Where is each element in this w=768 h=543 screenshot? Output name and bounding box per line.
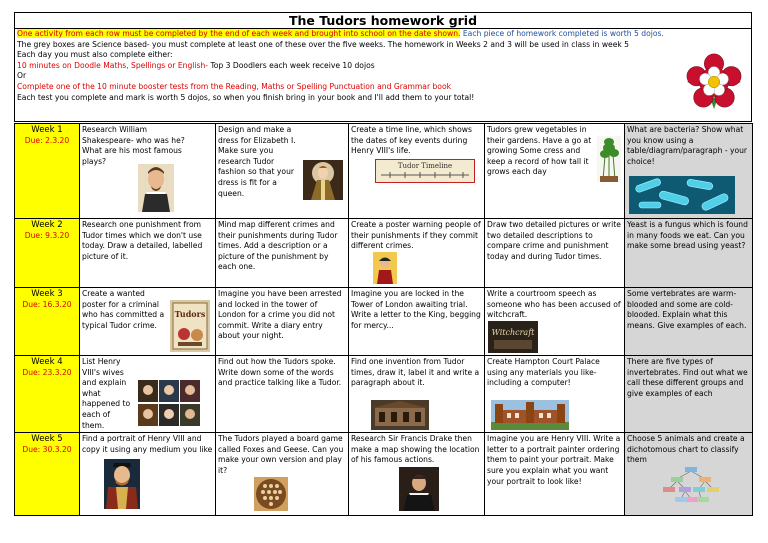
task-cell [485,356,625,433]
task-text: Draw two detailed pictures or write two detailed descriptions to compare crime and punishment today and during Tudor times. [487,220,621,261]
tudor-timeline-image [375,159,475,183]
task-cell [349,219,485,288]
due-date: Due: 30.3.20 [22,445,72,455]
task-cell [485,219,625,288]
week-cell [15,356,80,433]
science-task-cell [625,219,753,288]
shakespeare-portrait-icon [138,164,174,212]
task-cell [216,433,349,516]
due-date: Due: 9.3.20 [24,231,70,240]
science-task-cell [625,433,753,516]
timeline-label: Tudor Timeline [397,162,453,170]
task-text: Create a time line, which shows the dates of key events during Henry VIII's life. [351,125,472,156]
page-title: The Tudors homework grid [15,13,751,29]
task-cell [349,288,485,356]
week-row [15,288,753,356]
henry-viii-portrait-image [104,459,140,509]
week-label: Week 5 [31,434,63,445]
task-cell [80,356,216,433]
science-task-text: Choose 5 animals and create a dichotomous chart to classify them [627,434,745,465]
week-row [15,433,753,516]
science-task-cell [625,124,753,219]
tudor-poster-icon [373,252,397,284]
instruction-doodle-reward: Top 3 Doodlers each week receive 10 dojos [210,60,375,70]
week-label: Week 2 [31,220,63,230]
bacteria-image [629,176,735,214]
week-label: Week 4 [31,357,63,367]
week-row [15,219,753,288]
instruction-highlight: One activity from each row must be completed by the end of each week and brought into school on the date shown. [17,29,461,38]
instruction-test-dojos: Each test you complete and mark is worth 5 dojos, so when you finish bring in your book and I'll add them to your total! [17,92,475,102]
due-date: Due: 23.3.20 [22,368,72,377]
week-cell [15,124,80,219]
task-text: List Henry VIII's wives and explain what happened to each of them. [82,357,131,430]
instruction-dojos: Each piece of homework completed is worth 5 dojos. [462,29,664,38]
due-date: Due: 2.3.20 [24,136,70,145]
task-text: Research Sir Francis Drake then make a map showing the location of his famous actions. [351,434,480,465]
task-text: Find a portrait of Henry VIII and copy it using any medium you like [82,434,213,454]
instruction-or: Or [17,71,27,81]
task-text: Design and make a dress for Elizabeth I. Make sure you research Tudor fashion so that your dress is fit for a queen. [218,125,296,198]
task-cell [485,288,625,356]
task-text: Create Hampton Court Palace using any materials you like- including a computer! [487,357,600,388]
book-title: Tudors [174,309,206,319]
task-cell [80,433,216,516]
instructions [15,29,751,103]
instruction-science: The grey boxes are Science based- you must complete at least one of these over the five weeks. The homework in Weeks 2 and 3 will be used in class in week 5 [17,39,630,49]
task-cell [349,356,485,433]
task-text: Find one invention from Tudor times, draw it, label it and write a paragraph about it. [351,357,480,388]
task-text: Research William Shakespeare- who was he? What are his most famous plays? [82,125,185,166]
task-text: Write a courtroom speech as someone who has been accused of witchcraft. [487,289,621,320]
week-row [15,356,753,433]
science-task-text: Yeast is a fungus which is found in many foods we eat. Can you make some bread using yeast? [627,220,748,251]
instruction-booster: Complete one of the 10 minute booster tests from the Reading, Maths or Spelling Punctuation and Grammar book [17,81,451,91]
hampton-court-palace-image [491,400,569,430]
tudor-rose-icon [685,53,743,111]
week-cell [15,288,80,356]
due-date: Due: 16.3.20 [22,300,72,309]
week-row [15,124,753,219]
task-cell [349,124,485,219]
task-text: Imagine you have been arrested and locked in the tower of London for a crime you did not commit. Write a diary entry about your night. [218,289,342,341]
week-label: Week 1 [31,125,63,135]
cress-plant-icon [597,136,621,182]
task-text: Imagine you are Henry VIII. Write a letter to a portrait painter ordering them to paint your portrait. Make sure you explain what you want your portrait to look like! [487,434,621,486]
task-cell [216,288,349,356]
task-cell [216,356,349,433]
dichotomous-chart-image [661,465,721,511]
task-text: Create a poster warning people of their punishments if they commit different crimes. [351,220,481,251]
task-text: The Tudors played a board game called Foxes and Geese. Can you make your own version and play it? [218,434,344,475]
task-text: Create a wanted poster for a criminal who has committed a typical Tudor crime. [82,289,165,330]
witchcraft-label: Witchcraft [491,328,535,337]
week-label: Week 3 [31,289,63,299]
science-task-cell [625,356,753,433]
task-cell [485,433,625,516]
witchcraft-book-image [488,321,538,353]
science-task-text: What are bacteria? Show what you know using a table/diagram/paragraph - your choice! [627,125,748,166]
task-cell [485,124,625,219]
task-cell [80,288,216,356]
science-task-text: Some vertebrates are warm-blooded and some are cold-blooded. Explain what this means. Give examples of each. [627,289,747,330]
task-text: Find out how the Tudors spoke. Write down some of the words and practice talking like a Tudor. [218,357,342,388]
task-cell [216,124,349,219]
instruction-doodle: 10 minutes on Doodle Maths, Spellings or English- [17,60,209,70]
francis-drake-portrait-image [399,467,439,511]
task-cell [216,219,349,288]
task-text: Mind map different crimes and their punishments during Tudor times. Add a description or a picture of the punishment by each one. [218,220,338,272]
science-task-cell [625,288,753,356]
instruction-daily: Each day you must also complete either: [17,50,173,60]
tudor-invention-image [371,400,429,430]
task-text: Research one punishment from Tudor times which we don't use today. Draw a detailed, labelled picture of it. [82,220,203,261]
homework-grid [14,123,753,516]
week-cell [15,433,80,516]
elizabeth-dress-icon [303,160,343,200]
henry-wives-portraits-image [138,380,200,426]
homework-header [14,12,752,122]
task-cell [80,219,216,288]
foxes-and-geese-board-image [254,477,288,511]
task-text: Imagine you are locked in the Tower of London awaiting trial. Write a letter to the King, begging for mercy... [351,289,481,330]
week-cell [15,219,80,288]
tudors-book-image [170,300,210,352]
task-cell [349,433,485,516]
task-text: Tudors grew vegetables in their gardens. Have a go at growing Some cress and keep a record of how tall it grows each day [487,125,592,177]
task-cell [80,124,216,219]
science-task-text: There are five types of invertebrates. Find out what we call these different groups and give examples of each [627,357,748,398]
